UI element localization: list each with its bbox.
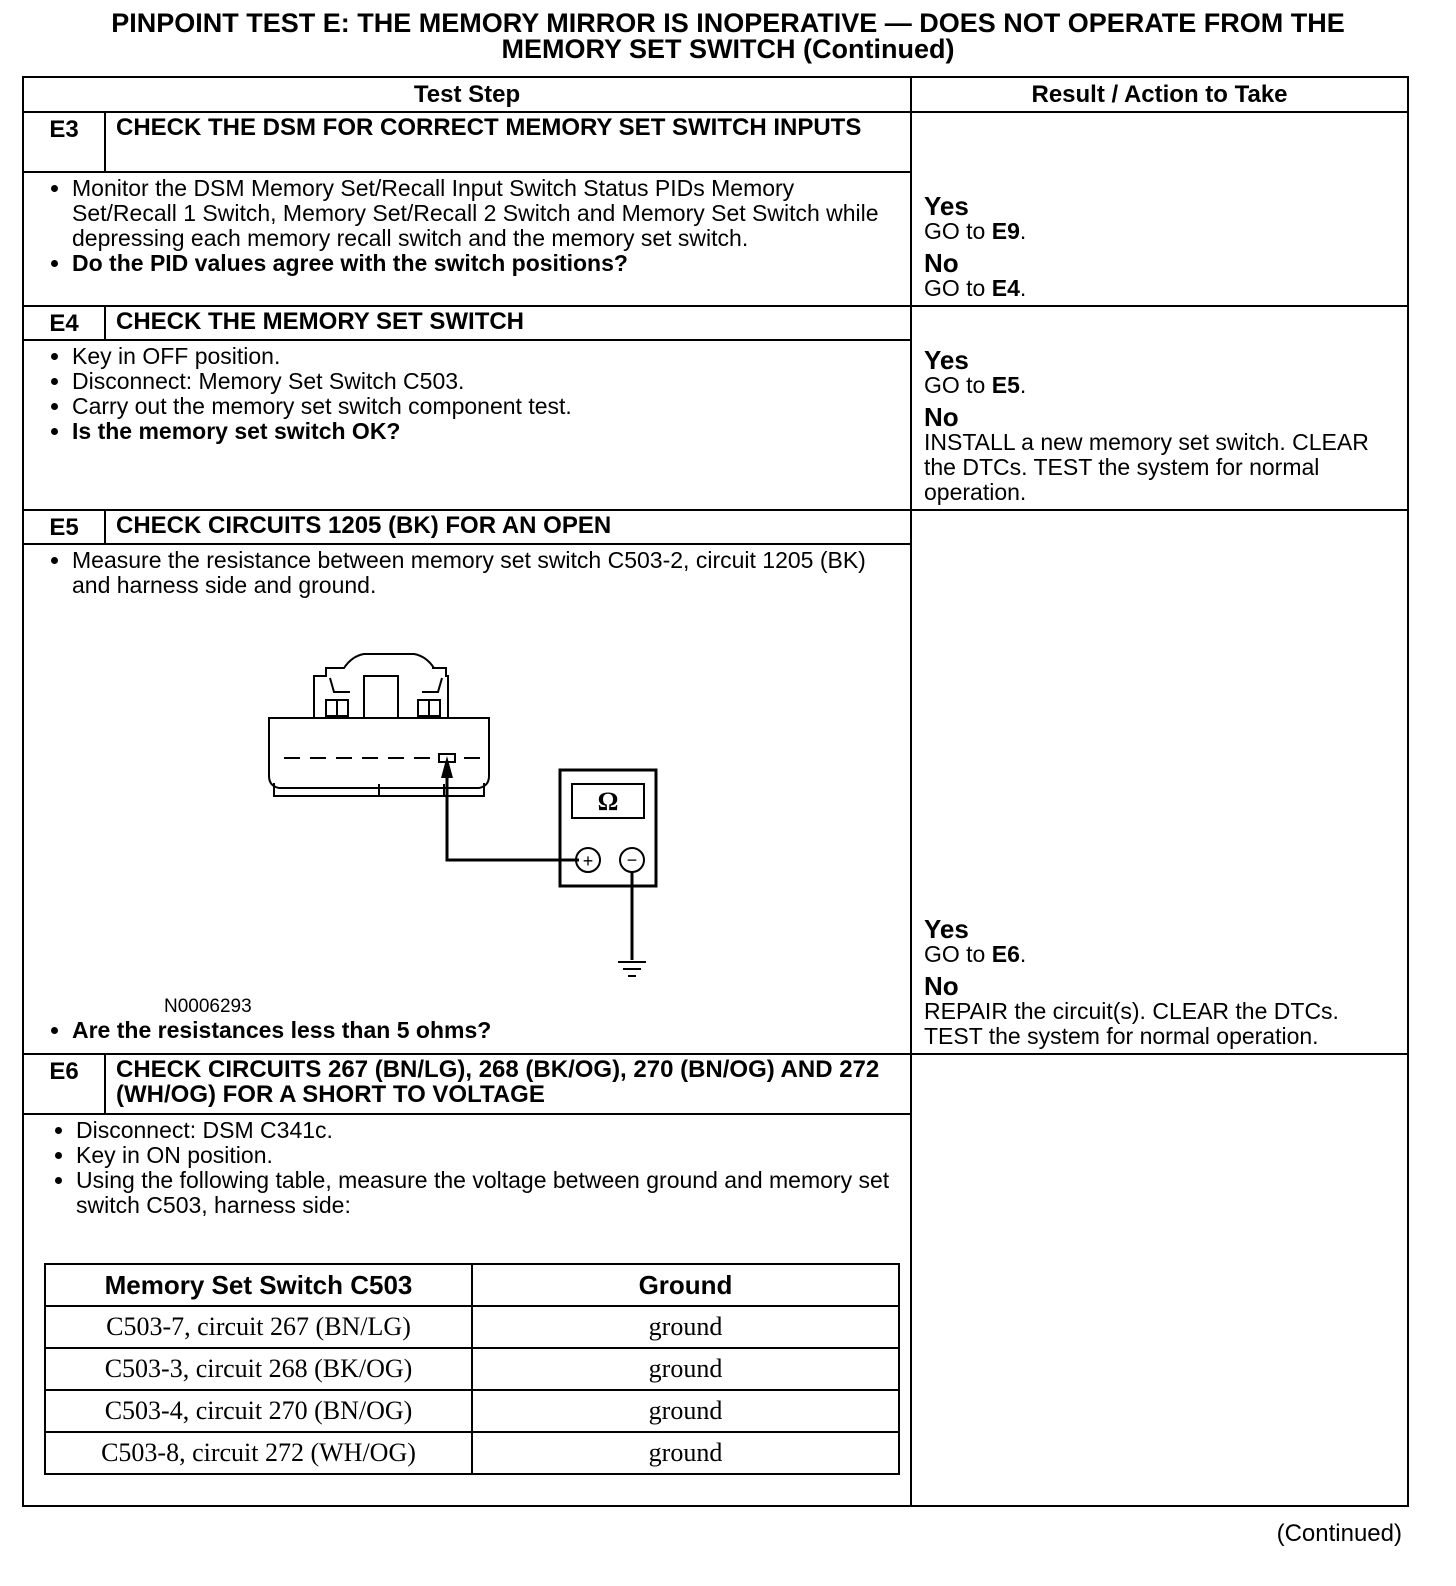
inner-table-header-row bbox=[45, 1264, 899, 1306]
step-bullets bbox=[34, 176, 900, 276]
step-bullets bbox=[38, 1118, 900, 1218]
table-cell: C503-3, circuit 268 (BK/OG) bbox=[45, 1348, 472, 1390]
table-row bbox=[45, 1432, 899, 1474]
step-e4-result bbox=[911, 306, 1408, 510]
connector-latch bbox=[364, 676, 398, 718]
inner-header-connector: Memory Set Switch C503 bbox=[45, 1264, 472, 1306]
step-id: E6 bbox=[23, 1054, 105, 1114]
figure-id: N0006293 bbox=[164, 996, 252, 1017]
yes-action: GO to E9. bbox=[924, 218, 1027, 244]
step-title: CHECK THE DSM FOR CORRECT MEMORY SET SWITCH INPUTS bbox=[105, 112, 911, 172]
step-bullets bbox=[34, 344, 900, 444]
table-row bbox=[45, 1390, 899, 1432]
step-question: • Do the PID values agree with the switch positions? bbox=[72, 251, 900, 276]
bullet-item: • Key in ON position. bbox=[76, 1143, 900, 1168]
terminal-slots bbox=[284, 754, 480, 762]
table-cell: C503-7, circuit 267 (BN/LG) bbox=[45, 1306, 472, 1348]
pinpoint-test-table bbox=[22, 76, 1409, 1507]
page-title-line-2: MEMORY SET SWITCH (Continued) bbox=[501, 34, 955, 64]
no-action: REPAIR the circuit(s). CLEAR the DTCs. TEST the system for normal operation. bbox=[924, 998, 1339, 1049]
yes-target: E9 bbox=[991, 218, 1020, 244]
step-e6-result bbox=[911, 1054, 1408, 1506]
table-header-row bbox=[23, 77, 1408, 112]
table-cell: C503-4, circuit 270 (BN/OG) bbox=[45, 1390, 472, 1432]
connector-resistance-diagram bbox=[34, 598, 900, 1018]
step-body bbox=[23, 544, 911, 1054]
table-row bbox=[45, 1348, 899, 1390]
yes-action: GO to E5. bbox=[924, 372, 1027, 398]
connector-latch-housing bbox=[314, 654, 448, 718]
plus-sign: + bbox=[582, 851, 594, 871]
connector-diagram-svg bbox=[34, 598, 814, 1018]
step-body bbox=[23, 1114, 911, 1506]
step-id: E3 bbox=[23, 112, 105, 172]
step-title: CHECK CIRCUITS 267 (BN/LG), 268 (BK/OG), 270 (BN/OG) AND 272 (WH/OG) FOR A SHORT TO VOLTAGE bbox=[105, 1054, 911, 1114]
bullet-item: • Using the following table, measure the voltage between ground and memory set switch C503, harness side: bbox=[76, 1168, 900, 1218]
yes-action: GO to E6. bbox=[924, 941, 1027, 967]
ground-symbol-icon bbox=[618, 962, 646, 976]
table-cell: ground bbox=[472, 1390, 899, 1432]
no-target: E4 bbox=[991, 275, 1020, 301]
bullet-item: • Measure the resistance between memory set switch C503-2, circuit 1205 (BK) and harness side and ground. bbox=[72, 548, 900, 598]
bullet-item: • Key in OFF position. bbox=[72, 344, 900, 369]
table-row bbox=[45, 1306, 899, 1348]
step-question: • Are the resistances less than 5 ohms? bbox=[72, 1018, 900, 1043]
step-question: • Is the memory set switch OK? bbox=[72, 419, 900, 444]
minus-sign: − bbox=[626, 850, 638, 870]
step-e5-result bbox=[911, 510, 1408, 1054]
step-e6-title-row bbox=[23, 1054, 1408, 1114]
no-action: INSTALL a new memory set switch. CLEAR the DTCs. TEST the system for normal operation. bbox=[924, 429, 1369, 505]
yes-label: Yes bbox=[924, 914, 969, 944]
yes-target: E5 bbox=[991, 372, 1020, 398]
page-title-line-1: PINPOINT TEST E: THE MEMORY MIRROR IS INOPERATIVE — DOES NOT OPERATE FROM THE bbox=[111, 8, 1345, 38]
step-id: E4 bbox=[23, 306, 105, 340]
table-cell: ground bbox=[472, 1306, 899, 1348]
table-cell: ground bbox=[472, 1348, 899, 1390]
yes-label: Yes bbox=[924, 191, 969, 221]
yes-label: Yes bbox=[924, 345, 969, 375]
table-cell: ground bbox=[472, 1432, 899, 1474]
no-label: No bbox=[924, 971, 959, 1001]
probe-arrow bbox=[441, 756, 453, 778]
bullet-item: • Disconnect: Memory Set Switch C503. bbox=[72, 369, 900, 394]
yes-target: E6 bbox=[991, 941, 1020, 967]
table-cell: C503-8, circuit 272 (WH/OG) bbox=[45, 1432, 472, 1474]
page-title bbox=[40, 10, 1416, 62]
step-e4-title-row bbox=[23, 306, 1408, 340]
step-id: E5 bbox=[23, 510, 105, 544]
step-title: CHECK CIRCUITS 1205 (BK) FOR AN OPEN bbox=[105, 510, 911, 544]
step-e3-title-row bbox=[23, 112, 1408, 172]
column-header-result: Result / Action to Take bbox=[911, 77, 1408, 112]
step-e5-title-row bbox=[23, 510, 1408, 544]
step-bullets bbox=[34, 1018, 900, 1043]
step-title: CHECK THE MEMORY SET SWITCH bbox=[105, 306, 911, 340]
step-body bbox=[23, 172, 911, 306]
step-e3-result bbox=[911, 112, 1408, 306]
ohm-symbol: Ω bbox=[597, 787, 619, 816]
step-body bbox=[23, 340, 911, 510]
inner-header-ground: Ground bbox=[472, 1264, 899, 1306]
voltage-measurement-table bbox=[44, 1263, 900, 1475]
bullet-item: • Monitor the DSM Memory Set/Recall Input Switch Status PIDs Memory Set/Recall 1 Switch, Memory Set/Recall 2 Switch and Memory Set Switch while depressing each memory recall switch and the memory set switch. bbox=[72, 176, 900, 251]
no-label: No bbox=[924, 248, 959, 278]
bullet-item: • Carry out the memory set switch component test. bbox=[72, 394, 900, 419]
column-header-test-step: Test Step bbox=[23, 77, 911, 112]
step-bullets bbox=[34, 548, 900, 598]
no-action: GO to E4. bbox=[924, 275, 1027, 301]
bullet-item: • Disconnect: DSM C341c. bbox=[76, 1118, 900, 1143]
continued-note: (Continued) bbox=[1276, 1520, 1402, 1547]
no-label: No bbox=[924, 402, 959, 432]
